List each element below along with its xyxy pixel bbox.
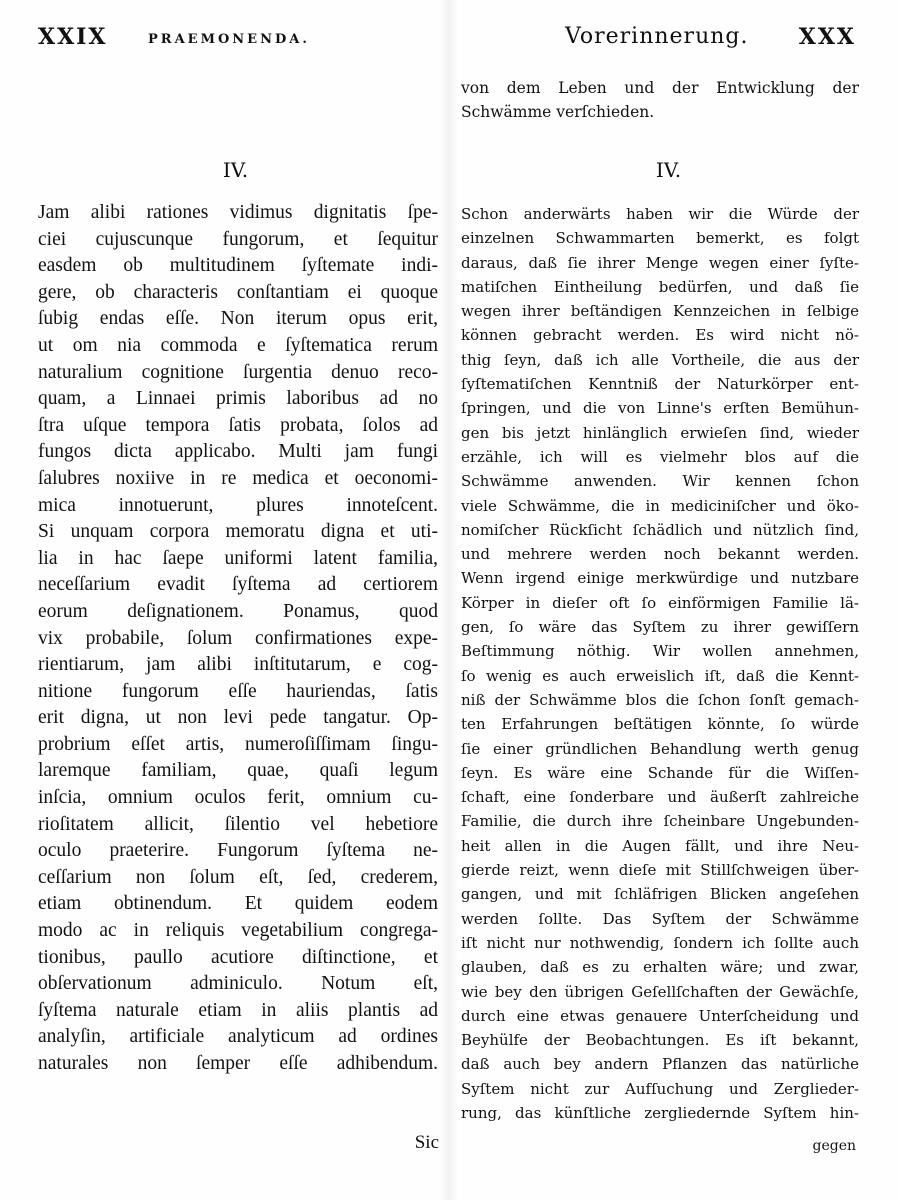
- text-line: durch eine etwas genauere Unterſcheidung und: [461, 1006, 859, 1025]
- text-line: wegen ihrer beſtändigen Kennzeichen in ſelbige: [461, 302, 859, 321]
- running-head-left: PRAEMONENDA.: [148, 32, 310, 47]
- text-line: ciei cujuscunque fungorum, et ſequitur: [38, 228, 438, 250]
- text-line: lia in hac ſaepe uniformi latent familia,: [38, 547, 438, 569]
- text-line: ſtra uſque tempora ſatis probata, ſolos ad: [38, 414, 438, 436]
- text-line: von dem Leben und der Entwicklung der: [461, 79, 859, 97]
- text-line: ſo wenig es auch erweislich iſt, daß die Kennt-: [461, 666, 859, 685]
- text-line: ſeyn. Es wäre eine Schande für die Wiſſen-: [461, 763, 859, 782]
- text-line: Jam alibi rationes vidimus dignitatis ſpe-: [38, 202, 438, 223]
- text-line: thig ſeyn, daß ich alle Vortheile, die aus der: [461, 350, 859, 369]
- text-line: etiam obtinendum. Et quidem eodem: [38, 893, 438, 915]
- text-line: niß der Schwämme blos die ſchon ſonſt gemach-: [461, 690, 859, 709]
- text-line: ſyſtema naturale etiam in aliis plantis ad: [38, 999, 438, 1021]
- text-line: heit allen in die Augen fällt, und ihre Neu-: [461, 836, 859, 855]
- german-lead-text: [461, 76, 859, 124]
- text-line: gierde reizt, wenn dieſe mit Stillſchweigen über-: [461, 861, 859, 880]
- text-line: ſalubres noxiive in re medica et oeconomi-: [38, 467, 438, 489]
- text-line: gangen, und mit ſchläfrigen Blicken angeſehen: [461, 885, 859, 904]
- text-line: daß auch bey andern Pflanzen das natürliche: [461, 1055, 859, 1074]
- catchword-right: gegen: [812, 1138, 856, 1154]
- text-line: naturalium cognitione ſurgentia denuo reco-: [38, 361, 438, 383]
- text-line: nitione fungorum eſſe hauriendas, ſatis: [38, 680, 438, 702]
- text-line: naturales non ſemper eſſe adhibendum.: [38, 1053, 438, 1074]
- text-line: ſchaft, eine ſonderbare und äußerſt zahlreiche: [461, 788, 859, 807]
- text-line: tionibus, paullo acutiore diſtinctione, et: [38, 946, 438, 968]
- text-line: werden ſollte. Das Syſtem der Schwämme: [461, 909, 859, 928]
- text-line: matiſchen Eintheilung bedürfen, und daß ſie: [461, 277, 859, 296]
- text-line: nomiſcher Rückſicht ſchädlich und nützlich ſind,: [461, 520, 859, 539]
- catchword-left: Sic: [414, 1132, 439, 1153]
- running-head-right: Vorerinnerung.: [565, 24, 749, 49]
- text-line: einzelnen Schwammarten bemerkt, es folgt: [461, 229, 859, 248]
- text-line: Familie, die durch ihre ſcheinbare Ungebunden-: [461, 812, 859, 831]
- text-line: laremque familiam, quae, quaſi legum: [38, 760, 438, 782]
- text-line: Wenn irgend einige merkwürdige und nutzbare: [461, 569, 859, 588]
- text-line: gere, ob characteris conſtantiam ei quoque: [38, 281, 438, 303]
- page-number-right: XXX: [798, 24, 856, 50]
- text-line: neceſſarium evadit ſyſtema ad certiorem: [38, 574, 438, 596]
- text-line: ut om nia commoda e ſyſtematica rerum: [38, 334, 438, 356]
- text-line: erzähle, ich will es vielmehr blos auf die: [461, 447, 859, 466]
- text-line: vix probabile, ſolum confirmationes expe-: [38, 627, 438, 649]
- text-line: wie bey den übrigen Geſellſchaften der Gewächſe,: [461, 982, 859, 1001]
- text-line: erit digna, ut non levi pede tangatur. Op-: [38, 707, 438, 729]
- text-line: rientiarum, jam alibi inſtitutarum, e cog-: [38, 654, 438, 676]
- text-line: gen, ſo wäre das Syſtem zu ihrer gewiſſern: [461, 618, 859, 637]
- text-line: Schwämme verſchieden.: [461, 103, 655, 121]
- latin-text-body: [38, 200, 438, 1078]
- text-line: modo ac in reliquis vegetabilium congrega-: [38, 920, 438, 942]
- text-line: Syſtem nicht zur Aufſuchung und Zerglieder-: [461, 1079, 859, 1098]
- text-line: Körper in dieſer oft ſo einförmigen Familie lä-: [461, 593, 859, 612]
- text-line: fungos dicta applicabo. Multi jam fungi: [38, 441, 438, 463]
- text-line: ſyſtematiſchen Kenntniß der Naturkörper ent-: [461, 375, 859, 394]
- section-heading-left: IV.: [222, 158, 249, 182]
- text-line: mica innotuerunt, plures innoteſcent.: [38, 494, 438, 516]
- text-line: iſt nicht nur nothwendig, ſondern ich ſollte auch: [461, 933, 859, 952]
- text-line: ten Erfahrungen beſtätigen könnte, ſo würde: [461, 715, 859, 734]
- text-line: rung, das künſtliche zergliedernde Syſtem hin-: [461, 1103, 859, 1122]
- text-line: ceſſarium non ſolum eſt, ſed, crederem,: [38, 866, 438, 888]
- text-line: probrium eſſet artis, numeroſiſſimam ſingu-: [38, 733, 438, 755]
- text-line: inſcia, omnium oculos ferit, omnium cu-: [38, 787, 438, 809]
- page-number-left: XXIX: [38, 24, 108, 50]
- text-line: gen bis jetzt hinlänglich erwieſen ſind, wieder: [461, 423, 859, 442]
- text-line: quam, a Linnaei primis laboribus ad no: [38, 388, 438, 410]
- text-line: rioſitatem allicit, ſilentio vel hebetiore: [38, 813, 438, 835]
- text-line: Schon anderwärts haben wir die Würde der: [461, 205, 859, 223]
- text-line: ſubig endas eſſe. Non iterum opus erit,: [38, 308, 438, 330]
- text-line: viele Schwämme, die in mediciniſcher und öko-: [461, 496, 859, 515]
- text-line: analyſin, artificiale analyticum ad ordines: [38, 1026, 438, 1048]
- text-line: oculo praeterire. Fungorum ſyſtema ne-: [38, 840, 438, 862]
- text-line: Beyhülfe der Beobachtungen. Es iſt bekannt,: [461, 1031, 859, 1050]
- text-line: und mehrere werden noch bekannt werden.: [461, 545, 859, 564]
- text-line: Beſtimmung nöthig. Wir wollen annehmen,: [461, 642, 859, 661]
- text-line: ſie einer gründlichen Behandlung werth genug: [461, 739, 859, 758]
- text-line: eorum deſignationem. Ponamus, quod: [38, 600, 438, 622]
- text-line: Schwämme anwenden. Wir kennen ſchon: [461, 472, 859, 491]
- text-line: glauben, daß es zu erhalten wäre; und zwar,: [461, 958, 859, 977]
- text-line: ſpringen, und die von Linne's erſten Bemühun-: [461, 399, 859, 418]
- german-text-body: [461, 202, 859, 1125]
- right-page: [449, 0, 898, 1200]
- text-line: obſervationum adminiculo. Notum eſt,: [38, 973, 438, 995]
- text-line: können gebracht werden. Es wird nicht nö-: [461, 326, 859, 345]
- text-line: easdem ob multitudinem ſyſtemate indi-: [38, 255, 438, 277]
- section-heading-right: IV.: [655, 158, 682, 182]
- text-line: Si unquam corpora memoratu digna et uti-: [38, 521, 438, 543]
- text-line: daraus, daß ſie ihrer Menge wegen einer ſyſte-: [461, 253, 859, 272]
